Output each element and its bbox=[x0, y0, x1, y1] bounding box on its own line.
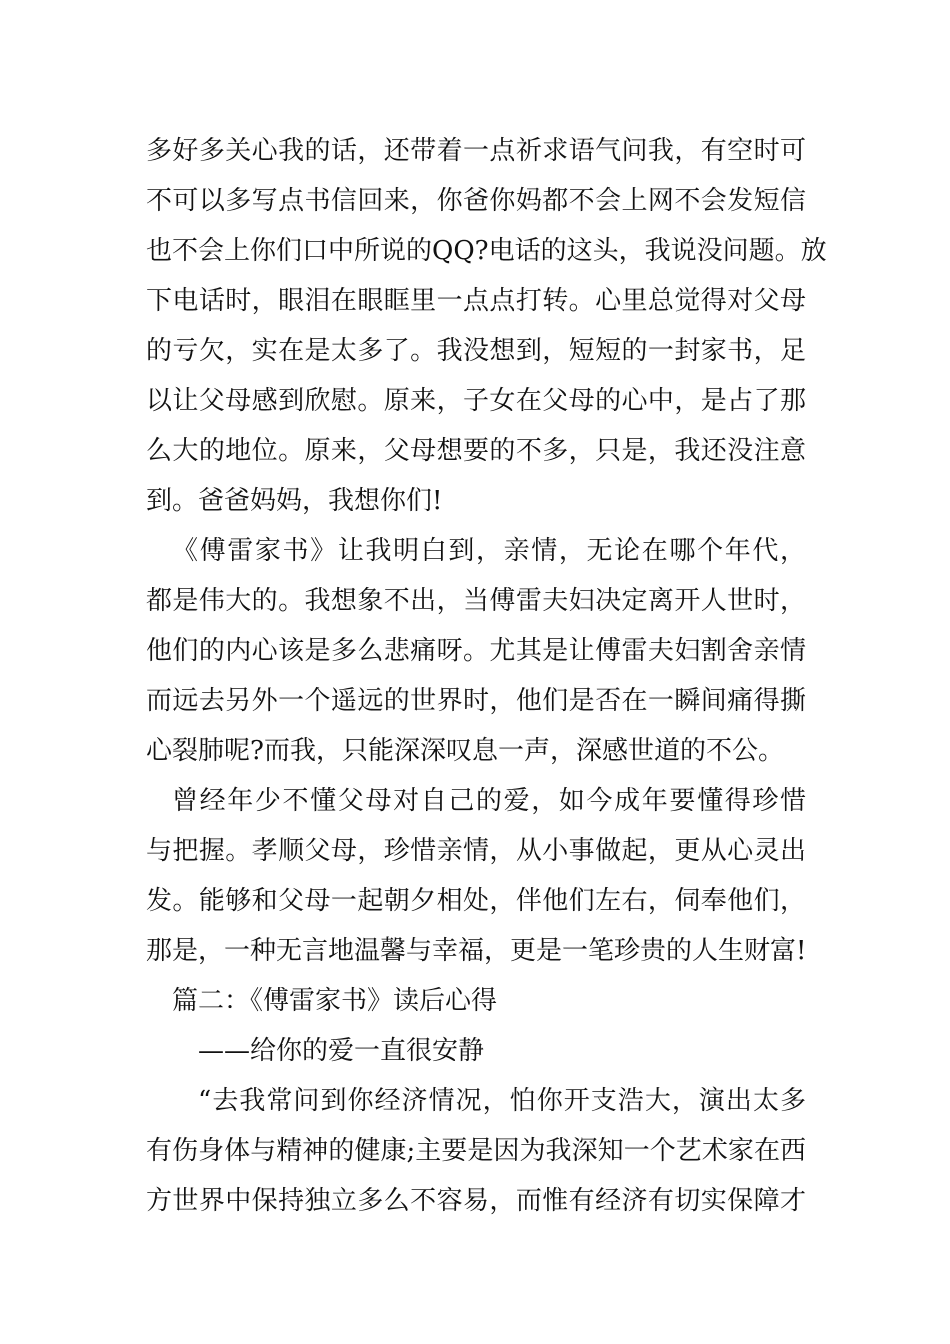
text-line: 的亏欠，实在是太多了。我没想到，短短的一封家书，足 bbox=[146, 336, 806, 366]
text-line: 都是伟大的。我想象不出，当傅雷夫妇决定离开人世时， bbox=[146, 586, 806, 616]
section-heading: 篇二：《傅雷家书》读后心得 bbox=[172, 986, 498, 1016]
text-line: 与把握。孝顺父母，珍惜亲情，从小事做起，更从心灵出 bbox=[146, 836, 806, 866]
section-subtitle: ——给你的爱一直很安静 bbox=[198, 1036, 485, 1066]
text-line: 心裂肺呢?而我，只能深深叹息一声，深感世道的不公。 bbox=[146, 736, 784, 766]
text-line: 也不会上你们口中所说的QQ?电话的这头，我说没问题。放 bbox=[146, 236, 827, 266]
quote-first-line: “去我常问到你经济情况，怕你开支浩大，演出太多 bbox=[198, 1086, 806, 1116]
text-line: 下电话时，眼泪在眼眶里一点点打转。心里总觉得对父母 bbox=[146, 286, 806, 316]
text-line: 多好多关心我的话，还带着一点祈求语气问我，有空时可 bbox=[146, 136, 806, 166]
paragraph-first-line: 曾经年少不懂父母对自己的爱，如今成年要懂得珍惜 bbox=[172, 786, 806, 816]
text-line: 么大的地位。原来，父母想要的不多，只是，我还没注意 bbox=[146, 436, 806, 466]
text-line: 不可以多写点书信回来，你爸你妈都不会上网不会发短信 bbox=[146, 186, 806, 216]
text-line: 那是，一种无言地温馨与幸福，更是一笔珍贵的人生财富! bbox=[146, 936, 807, 966]
text-line: 以让父母感到欣慰。原来，子女在父母的心中，是占了那 bbox=[146, 386, 806, 416]
text-line: 方世界中保持独立多么不容易，而惟有经济有切实保障才 bbox=[146, 1186, 806, 1216]
text-line: 有伤身体与精神的健康;主要是因为我深知一个艺术家在西 bbox=[146, 1136, 806, 1166]
text-line: 他们的内心该是多么悲痛呀。尤其是让傅雷夫妇割舍亲情 bbox=[146, 636, 806, 666]
paragraph-first-line: 《傅雷家书》让我明白到，亲情，无论在哪个年代， bbox=[172, 536, 806, 566]
text-line: 发。能够和父母一起朝夕相处，伴他们左右，伺奉他们， bbox=[146, 886, 806, 916]
text-line: 而远去另外一个遥远的世界时，他们是否在一瞬间痛得撕 bbox=[146, 686, 806, 716]
text-line: 到。爸爸妈妈，我想你们! bbox=[146, 486, 443, 516]
